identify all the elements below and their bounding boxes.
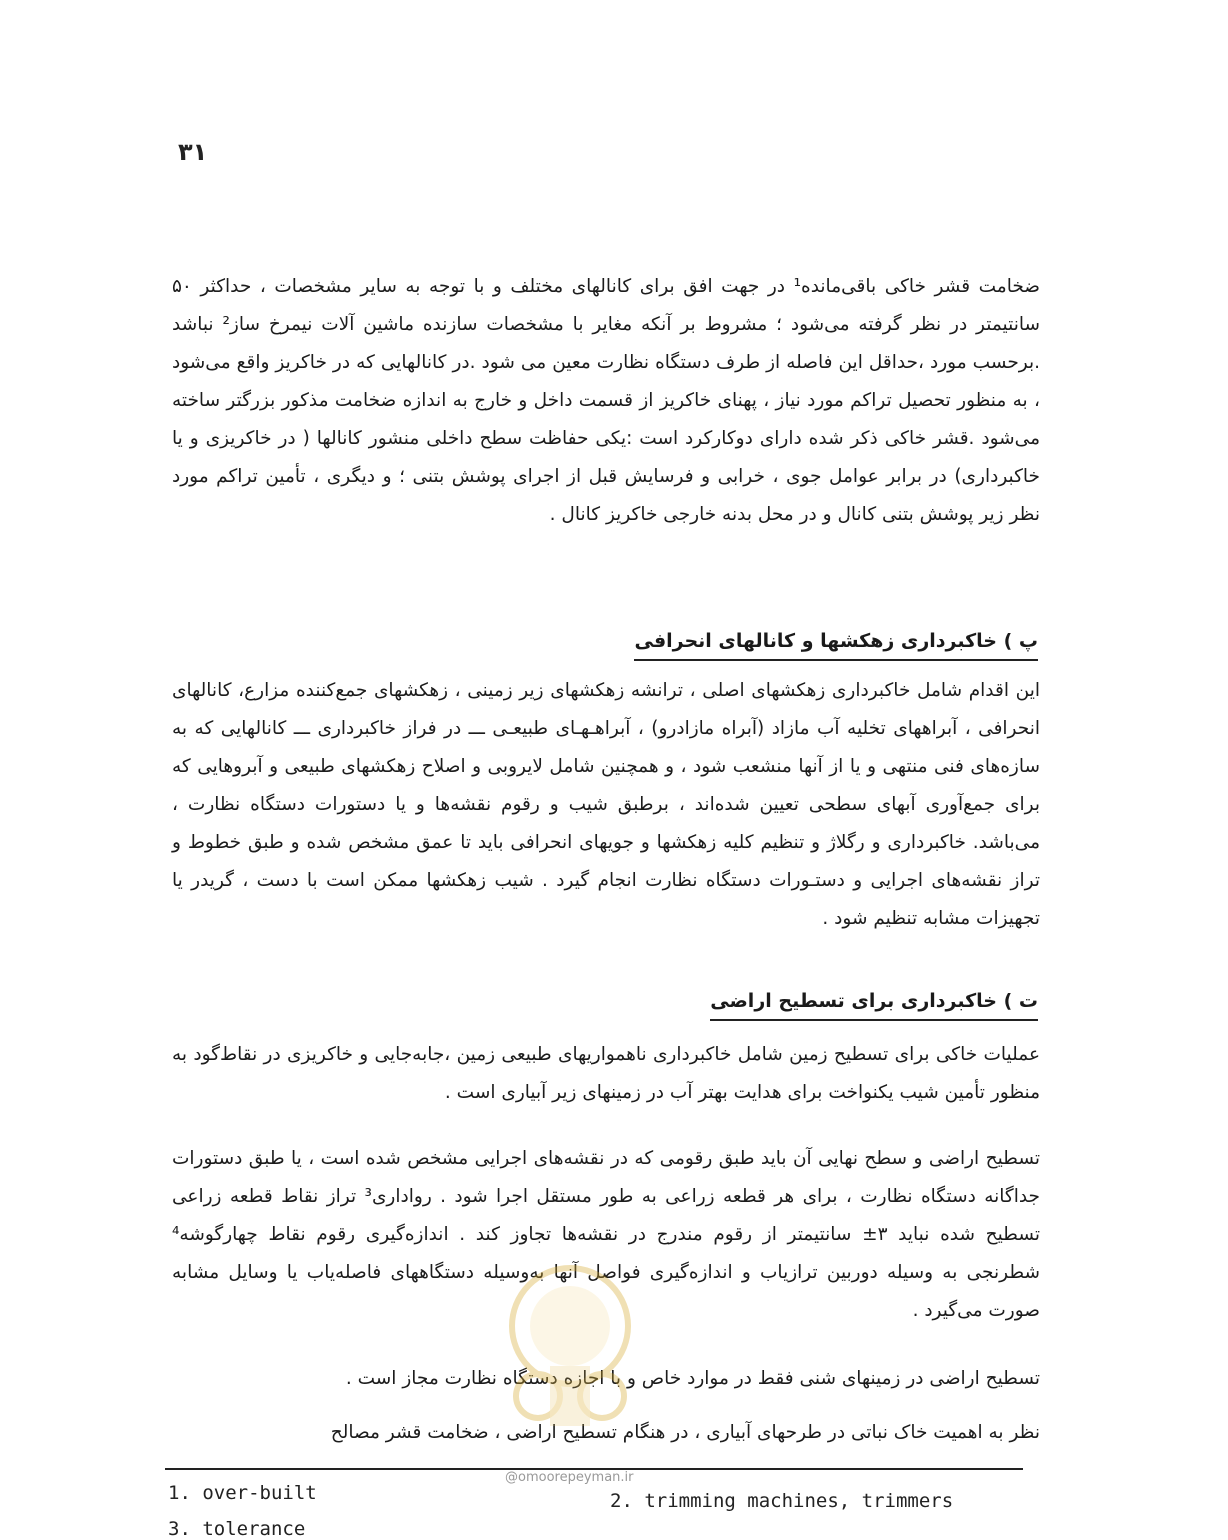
footnote-divider bbox=[165, 1468, 1023, 1470]
paragraph-3 bbox=[172, 1036, 1040, 1112]
paragraph-6 bbox=[172, 1414, 1040, 1452]
paragraph-2-text: این اقدام شامل خاکبرداری زهکشهای اصلی ، ترانشه زهکشهای زیر زمینی ، زهکشهای جمع‌کننده مزارع، کانالهای انحرافی ، آبراههای تخلیه آب مازاد (آبراه مازادرو) ، آبراهـهـای طبیعـی ـــ در فراز خاکبرداری ـــ کانالهایی که به سازه‌های فنی منتهی و یا از آنها منشعب شود ، و همچنین شامل لایروبی و اصلاح زهکشهای طبیعی و آبروهایی که برای جمع‌آوری آبهای سطحی تعیین شده‌اند ، برطبق شیب و رقوم نقشه‌ها و یا دستورات دستگاه نظارت ، می‌باشد. خاکبرداری و رگلاژ و تنظیم کلیه زهکشها و جویهای انحرافی باید تا عمق مشخص شده و طبق خطوط و تراز نقشه‌های اجرایی و دستـورات دستگاه نظارت انجام گیرد . شیب زهکشها ممکن است با دست ، گریدر یا تجهیزات مشابه تنظیم شود . bbox=[172, 680, 1040, 929]
paragraph-3-text: عملیات خاکی برای تسطیح زمین شامل خاکبرداری ناهمواریهای طبیعی زمین ،جابه‌جایی و خاکریزی در نقاط‌گود به منظور تأمین شیب یکنواخت برای هدایت بهتر آب در زمینهای زیر آبیاری است . bbox=[172, 1044, 1040, 1103]
paragraph-2 bbox=[172, 672, 1040, 938]
footnote-3: 3. tolerance bbox=[168, 1518, 306, 1540]
footnote-1: 1. over-built bbox=[168, 1482, 317, 1504]
paragraph-6-text: نظر به اهمیت خاک نباتی در طرحهای آبیاری ، در هنگام تسطیح اراضی ، ضخامت قشر مصالح bbox=[330, 1422, 1040, 1443]
paragraph-1-text: ضخامت قشر خاکی باقی‌مانده¹ در جهت افق برای کانالهای مختلف و با توجه به سایر مشخصات ، حداکثر ۵۰ سانتیمتر در نظر گرفته می‌شود ؛ مشروط بر آنکه مغایر با مشخصات سازنده ماشین آلات نیمرخ ساز² نباشد .برحسب مورد ،حداقل این فاصله از طرف دستگاه نظارت معین می شود .در کانالهایی که در خاکریز واقع می‌شود ، به منظور تحصیل تراکم مورد نیاز ، پهنای خاکریز از قسمت داخل و خارج به اندازه ضخامت مذکور بزرگتر ساخته می‌شود .قشر خاکی ذکر شده دارای دوکارکرد است :یکی حفاظت سطح داخلی منشور کانالها ( در خاکریزی و یا خاکبرداری) در برابر عوامل جوی ، خرابی و فرسایش قبل از اجرای پوشش بتنی ؛ و دیگری ، تأمین تراکم مورد نظر زیر پوشش بتنی کانال و در محل بدنه خارجی خاکریز کانال . bbox=[172, 276, 1040, 525]
paragraph-5-text: تسطیح اراضی در زمینهای شنی فقط در موارد خاص و با اجازه دستگاه نظارت مجاز است . bbox=[345, 1368, 1040, 1389]
section-heading-p: پ ) خاکبرداری زهکشها و کانالهای انحرافی bbox=[634, 626, 1038, 661]
paragraph-4-text: تسطیح اراضی و سطح نهایی آن باید طبق رقومی که در نقشه‌های اجرایی مشخص شده است ، یا طبق دستورات جداگانه دستگاه نظارت ، برای هر قطعه زراعی به طور مستقل اجرا شود . رواداری³ تراز نقاط قطعه زراعی تسطیح شده نباید ۳± سانتیمتر از رقوم مندرج در نقشه‌ها تجاوز کند . اندازه‌گیری رقوم نقاط چهارگوشه⁴ شطرنجی به وسیله دوربین ترازیاب و اندازه‌گیری فواصل آنها به‌وسیله دستگاههای فاصله‌یاب یا وسایل مشابه صورت می‌گیرد . bbox=[172, 1148, 1040, 1321]
paragraph-5 bbox=[172, 1360, 1040, 1398]
paragraph-1 bbox=[172, 268, 1040, 534]
paragraph-4 bbox=[172, 1140, 1040, 1330]
section-heading-t: ت ) خاکبرداری برای تسطیح اراضی bbox=[710, 986, 1038, 1021]
watermark-url: @omoorepeyman.ir bbox=[505, 1470, 634, 1485]
page-number: ۳۱ bbox=[178, 138, 208, 166]
footnote-2: 2. trimming machines, trimmers bbox=[610, 1490, 954, 1512]
